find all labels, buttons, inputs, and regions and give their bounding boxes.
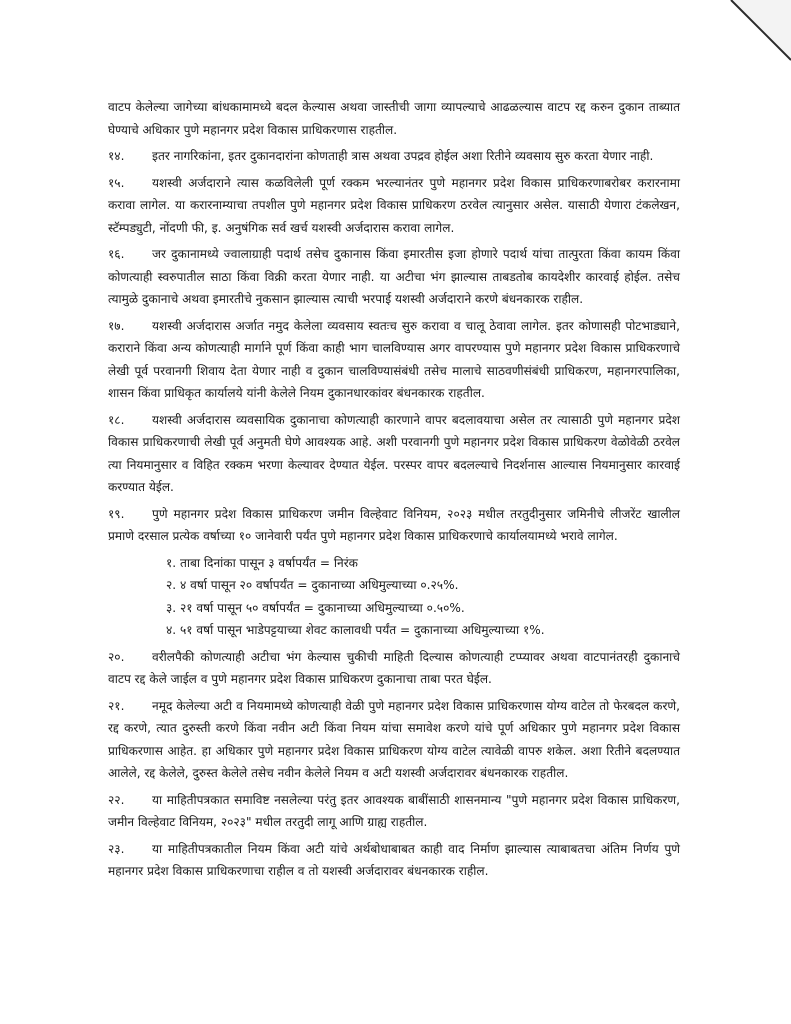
paragraph-number: १५. — [108, 175, 125, 190]
paragraph-23 — [108, 838, 680, 883]
lease-rent-list — [166, 552, 680, 642]
paragraph-15 — [108, 172, 680, 240]
paragraph-number: २१. — [108, 698, 125, 713]
paragraph-text: या माहितीपत्रकात समाविष्ट नसलेल्या परंतु इतर आवश्यक बाबींसाठी शासनमान्य "पुणे महानगर प्रदेश विकास प्राधिकरण, जमीन विल्हेवाट विनियम, २०२३" मधील तरतुदी लागू आणि ग्राह्य राहतील. — [108, 792, 680, 829]
paragraph-text: नमूद केलेल्या अटी व नियमामध्ये कोणत्याही वेळी पुणे महानगर प्रदेश विकास प्राधिकरणास योग्य वाटेल तो फेरबदल करणे, रद्द करणे, त्यात दुरुस्ती करणे किंवा नवीन अटी किंवा नियम यांचा समावेश करणे यांचे पूर्ण अधिकार पुणे महानगर प्रदेश विकास प्राधिकरणास आहेत. हा अधिकार पुणे महानगर प्रदेश विकास प्राधिकरण योग्य वाटेल त्यावेळी वापरु शकेल. अशा रितीने बदलण्यात आलेले, रद्द केलेले, दुरुस्त केलेले तसेच नवीन केलेले नियम व अटी यशस्वी अर्जदारावर बंधनकारक राहतील. — [108, 698, 680, 780]
paragraph-text: इतर नागरिकांना, इतर दुकानदारांना कोणताही त्रास अथवा उपद्रव होईल अशा रितीने व्यवसाय सुरु करता येणार नाही. — [152, 149, 654, 163]
paragraph-text: वाटप केलेल्या जागेच्या बांधकामामध्ये बदल केल्यास अथवा जास्तीची जागा व्यापल्याचे आढळल्यास वाटप रद्द करुन दुकान ताब्यात घेण्याचे अधिकार पुणे महानगर प्रदेश विकास प्राधिकरणास राहतील. — [108, 100, 680, 137]
paragraph-text: यशस्वी अर्जदाराने त्यास कळविलेली पूर्ण रक्कम भरल्यानंतर पुणे महानगर प्रदेश विकास प्राधिकरणाबरोबर करारनामा करावा लागेल. या करारनाम्याचा तपशील पुणे महानगर प्रदेश विकास प्राधिकरण ठरवेल त्यानुसार असेल. यासाठी येणारा टंकलेखन, स्टॅम्पड्युटी, नोंदणी फी, इ. अनुषंगिक सर्व खर्च यशस्वी अर्जदारास करावा लागेल. — [108, 175, 680, 235]
page-corner-fold — [671, 0, 791, 120]
paragraph-number: १६. — [108, 247, 125, 261]
paragraph-number: १८. — [108, 412, 125, 427]
paragraph-21 — [108, 695, 680, 785]
lease-rent-item: २. ४ वर्षा पासून २० वर्षापर्यंत = दुकानाच्या अधिमुल्याच्या ०.२५%. — [166, 578, 459, 592]
paragraph-text: यशस्वी अर्जदारास व्यवसायिक दुकानाचा कोणत्याही कारणाने वापर बदलावयाचा असेल तर त्यासाठी पुणे महानगर प्रदेश विकास प्राधिकरणाची लेखी पूर्व अनुमती घेणे आवश्यक आहे. अशी परवानगी पुणे महानगर प्रदेश विकास प्राधिकरण वेळोवेळी ठरवेल त्या नियमानुसार व विहित रक्कम भरणा केल्यावर देण्यात येईल. परस्पर वापर बदलल्याचे निदर्शनास आल्यास नियमानुसार कारवाई करण्यात येईल. — [108, 412, 680, 494]
paragraph-text: वरीलपैकी कोणत्याही अटीचा भंग केल्यास चुकीची माहिती दिल्यास कोणत्याही टप्प्यावर अथवा वाटपानंतरही दुकानाचे वाटप रद्द केले जाईल व पुणे महानगर प्रदेश विकास प्राधिकरण दुकानाचा ताबा परत घेईल. — [108, 649, 680, 686]
paragraph-text: या माहितीपत्रकातील नियम किंवा अटी यांचे अर्थबोधाबाबत काही वाद निर्माण झाल्यास त्याबाबतचा अंतिम निर्णय पुणे महानगर प्रदेश विकास प्राधिकरणाचा राहील व तो यशस्वी अर्जदारावर बंधनकारक राहील. — [108, 841, 680, 878]
paragraph-text: यशस्वी अर्जदारास अर्जात नमुद केलेला व्यवसाय स्वतःच सुरु करावा व चालू ठेवावा लागेल. इतर कोणासही पोटभाड्याने, कराराने किंवा अन्य कोणत्याही मार्गाने पूर्ण किंवा काही भाग चालविण्यास अगर वापरण्यास पुणे महानगर प्रदेश विकास प्राधिकरणाचे लेखी पूर्व परवानगी शिवाय देता येणार नाही व दुकान चालविण्यासंबंधी तसेच मालाचे साठवणीसंबंधी प्राधिकरण, महानगरपालिका, शासन किंवा प्राधिकृत कार्यालये यांनी केलेले नियम दुकानधारकांवर बंधनकारक राहतील. — [108, 318, 680, 400]
lease-rent-item: १. ताबा दिनांका पासून ३ वर्षापर्यंत = निरंक — [166, 555, 358, 570]
document-body — [108, 96, 680, 887]
paragraph-16 — [108, 243, 680, 311]
paragraph-18 — [108, 409, 680, 499]
paragraph-number: १४. — [108, 149, 125, 163]
paragraph-20 — [108, 646, 680, 691]
paragraph-22 — [108, 789, 680, 834]
paragraph-number: २२. — [108, 792, 125, 807]
paragraph-19 — [108, 503, 680, 548]
paragraph-17 — [108, 315, 680, 405]
paragraph-number: १७. — [108, 318, 125, 333]
paragraph-text: जर दुकानामध्ये ज्वालाग्राही पदार्थ तसेच दुकानास किंवा इमारतीस इजा होणारे पदार्थ यांचा तात्पुरता किंवा कायम किंवा कोणत्याही स्वरुपातील साठा किंवा विक्री करता येणार नाही. या अटीचा भंग झाल्यास ताबडतोब कायदेशीर कारवाई होईल. तसेच त्यामुळे दुकानाचे अथवा इमारतीचे नुकसान झाल्यास त्याची भरपाई यशस्वी अर्जदाराने करणे बंधनकारक राहील. — [108, 247, 680, 306]
lease-rent-item: ३. २१ वर्षा पासून ५० वर्षापर्यंत = दुकानाच्या अधिमुल्याच्या ०.५०%. — [166, 600, 465, 615]
paragraph-number: १९. — [108, 506, 125, 521]
paragraph-text: पुणे महानगर प्रदेश विकास प्राधिकरण जमीन विल्हेवाट विनियम, २०२३ मधील तरतुदीनुसार जमिनीचे लीजरेंट खालील प्रमाणे दरसाल प्रत्येक वर्षाच्या १० जानेवारी पर्यंत पुणे महानगर प्रदेश विकास प्राधिकरणाचे कार्यालयामध्ये भरावे लागेल. — [108, 506, 680, 543]
paragraph-number: २०. — [108, 649, 125, 664]
paragraph-13-continued — [108, 96, 680, 141]
paragraph-14 — [108, 145, 680, 168]
lease-rent-item: ४. ५१ वर्षा पासून भाडेपट्टयाच्या शेवट कालावधी पर्यंत = दुकानाच्या अधिमुल्याच्या १%. — [166, 623, 545, 637]
paragraph-number: २३. — [108, 841, 125, 856]
